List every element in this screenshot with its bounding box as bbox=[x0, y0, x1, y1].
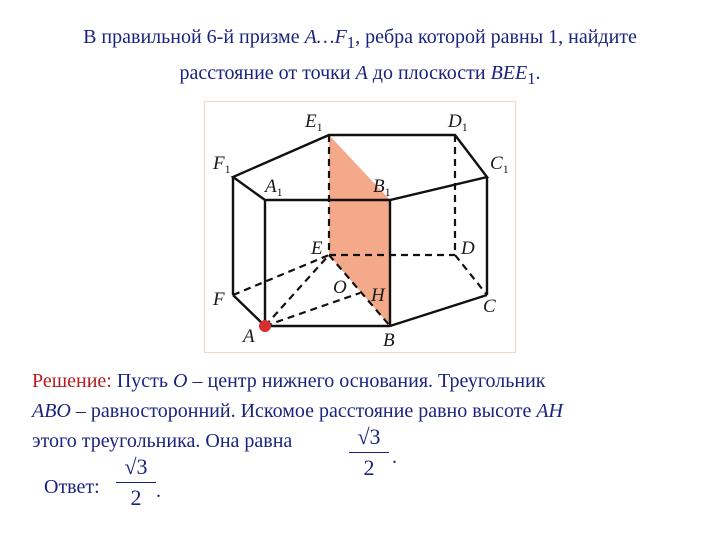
solution-text-part: – равносторонний. Искомое расстояние равно высоте bbox=[70, 400, 537, 422]
label-d: D bbox=[461, 238, 475, 259]
answer-dot: . bbox=[156, 480, 161, 502]
solution-fraction bbox=[349, 424, 389, 481]
problem-text: В правильной 6-й призме bbox=[83, 26, 305, 48]
prism-diagram bbox=[205, 102, 515, 352]
fraction-denominator: 2 bbox=[363, 455, 375, 480]
solution-text-part: Пусть bbox=[111, 370, 174, 392]
problem-line-1 bbox=[0, 22, 720, 58]
solution-dot: . bbox=[392, 446, 397, 468]
plane-subscript: 1 bbox=[527, 69, 536, 88]
plane-name: BEE bbox=[490, 62, 528, 84]
solution-text-part: этого треугольника. Она равна bbox=[32, 430, 293, 452]
prism-name: A…F bbox=[304, 26, 347, 48]
label-b: B bbox=[383, 330, 395, 351]
label-c1: $C_1$ bbox=[490, 153, 509, 176]
label-f1: $F_1$ bbox=[213, 153, 231, 176]
label-d1: $D_1$ bbox=[448, 111, 468, 134]
prism-figure bbox=[204, 101, 516, 353]
problem-text: до плоскости bbox=[367, 62, 491, 84]
label-c: C bbox=[483, 296, 496, 317]
problem-line-2 bbox=[0, 58, 720, 94]
triangle-abo: ABO bbox=[32, 400, 71, 422]
label-a: A bbox=[243, 326, 255, 347]
fraction-numerator: √3 bbox=[357, 424, 381, 449]
fraction-denominator: 2 bbox=[130, 485, 142, 510]
point-a-marker bbox=[259, 320, 271, 332]
segment-ah: AH bbox=[536, 400, 564, 422]
label-e: E bbox=[311, 238, 323, 259]
problem-text: , ребра которой равны 1, найдите bbox=[355, 26, 637, 48]
fraction-numerator: √3 bbox=[124, 454, 148, 479]
fraction-bar bbox=[349, 452, 389, 453]
solution-heading: Решение: bbox=[32, 370, 112, 392]
prism-subscript: 1 bbox=[346, 33, 356, 52]
point-name: A bbox=[355, 62, 368, 84]
solution-text-part: – центр нижнего основания. Треугольник bbox=[187, 370, 546, 392]
label-f: F bbox=[213, 289, 225, 310]
answer-label: Ответ: bbox=[44, 476, 100, 498]
problem-text: расстояние от точки bbox=[179, 62, 356, 84]
problem-text: . bbox=[535, 62, 541, 84]
label-e1: $E_1$ bbox=[305, 111, 323, 134]
label-h: H bbox=[371, 285, 385, 306]
answer-fraction bbox=[116, 454, 156, 511]
label-a1: $A_1$ bbox=[265, 176, 283, 199]
problem-statement bbox=[0, 22, 720, 94]
label-o: O bbox=[333, 277, 347, 298]
label-b1: $B_1$ bbox=[373, 176, 391, 199]
fraction-bar bbox=[116, 482, 156, 483]
point-o: O bbox=[173, 370, 188, 392]
